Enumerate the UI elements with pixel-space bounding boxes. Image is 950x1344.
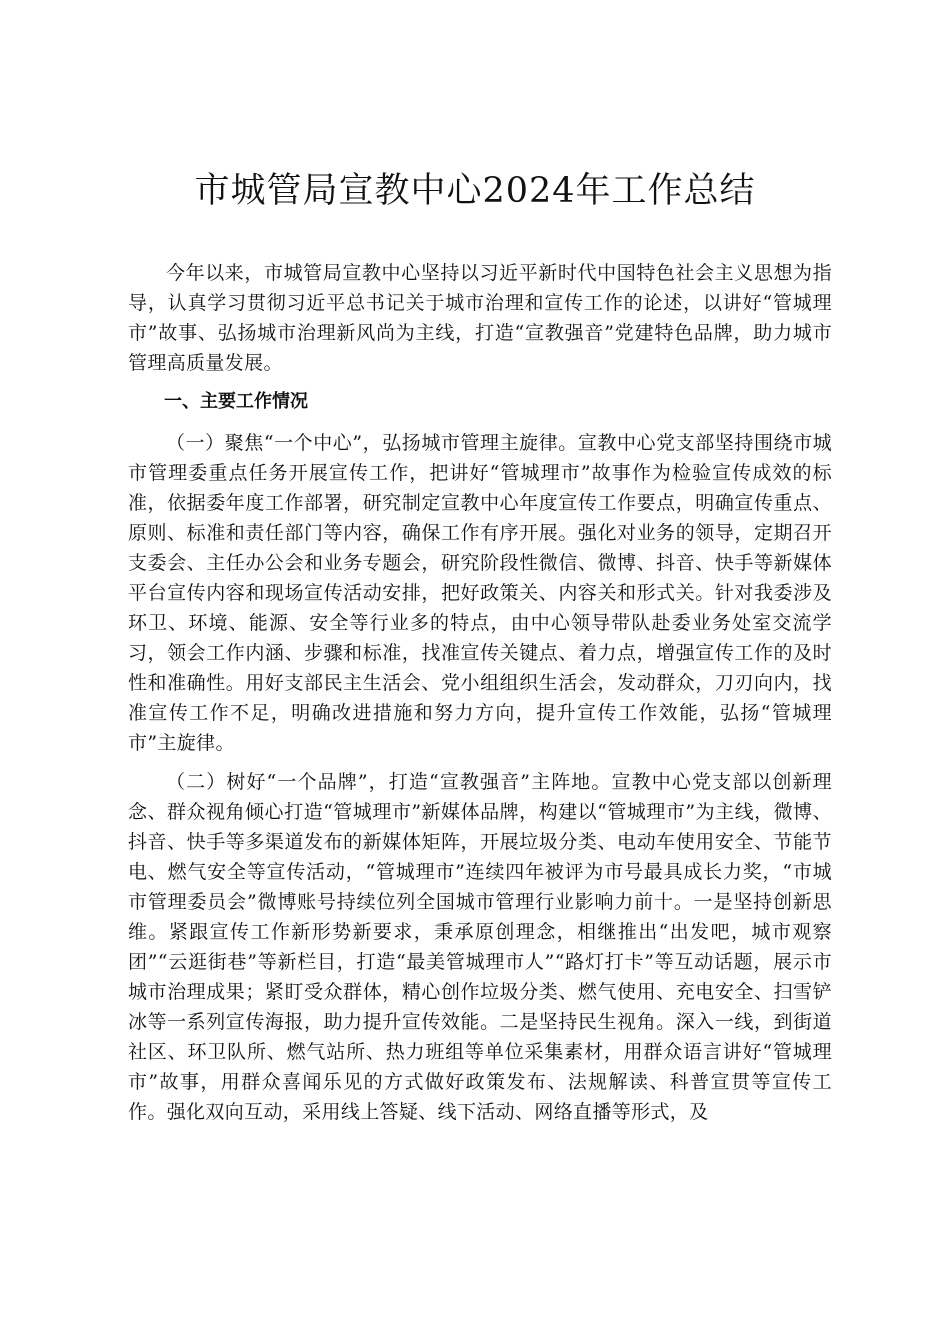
- document-title: 市城管局宣教中心2024年工作总结: [194, 171, 756, 211]
- section-paragraph-1: （一）聚焦“一个中心”，弘扬城市管理主旋律。宣教中心党支部坚持围绕市城市管理委重点任务开展宣传工作，把讲好“管城理市”故事作为检验宣传成效的标准，依据委年度工作部署，研究制定宣教中心年度宣传工作要点，明确宣传重点、原则、标准和责任部门等内容，确保工作有序开展。强化对业务的领导，定期召开支委会、主任办公会和业务专题会，研究阶段性微信、微博、抖音、快手等新媒体平台宣传内容和现场宣传活动安排，把好政策关、内容关和形式关。针对我委涉及环卫、环境、能源、安全等行业多的特点，由中心领导带队赴委业务处室交流学习，领会工作内涵、步骤和标准，找准宣传关键点、着力点，增强宣传工作的及时性和准确性。用好支部民主生活会、党小组组织生活会，发动群众，刀刃向内，找准宣传工作不足，明确改进措施和努力方向，提升宣传工作效能，弘扬“管城理市”主旋律。: [128, 432, 832, 754]
- section-heading: 一、主要工作情况: [164, 391, 308, 412]
- intro-paragraph: 今年以来，市城管局宣教中心坚持以习近平新时代中国特色社会主义思想为指导，认真学习贯彻习近平总书记关于城市治理和宣传工作的论述，以讲好“管城理市”故事、弘扬城市治理新风尚为主线，打造“宣教强音”党建特色品牌，助力城市管理高质量发展。: [128, 262, 832, 374]
- section-paragraph-2: （二）树好“一个品牌”，打造“宣教强音”主阵地。宣教中心党支部以创新理念、群众视角倾心打造“管城理市”新媒体品牌，构建以“管城理市”为主线，微博、抖音、快手等多渠道发布的新媒体矩阵，开展垃圾分类、电动车使用安全、节能节电、燃气安全等宣传活动，“管城理市”连续四年被评为市号最具成长力奖，“市城市管理委员会”微博账号持续位列全国城市管理行业影响力前十。一是坚持创新思维。紧跟宣传工作新形势新要求，秉承原创理念，相继推出“出发吧，城市观察团”“云逛街巷”等新栏目，打造“最美管城理市人”“路灯打卡”等互动话题，展示市城市治理成果；紧盯受众群体，精心创作垃圾分类、燃气使用、充电安全、扫雪铲冰等一系列宣传海报，助力提升宣传效能。二是坚持民生视角。深入一线，到街道社区、环卫队所、燃气站所、热力班组等单位采集素材，用群众语言讲好“管城理市”故事，用群众喜闻乐见的方式做好政策发布、法规解读、科普宣贯等宣传工作。强化双向互动，采用线上答疑、线下活动、网络直播等形式，及: [128, 771, 832, 1123]
- document-body: [128, 258, 832, 1136]
